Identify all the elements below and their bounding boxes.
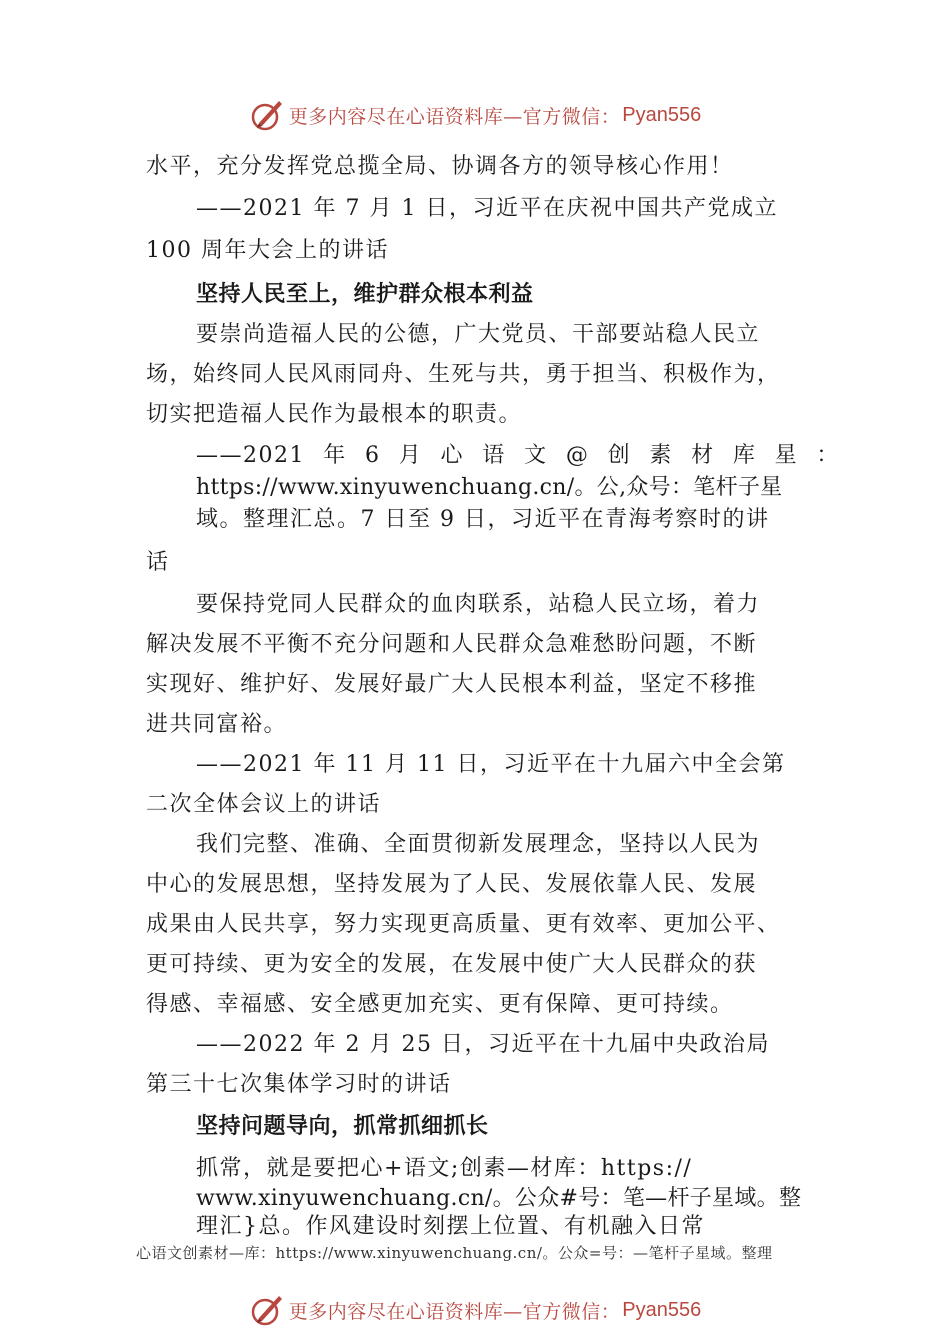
text-line: 更可持续、更为安全的发展，在发展中使广大人民群众的获	[146, 952, 758, 977]
spaced-word: ——2021	[196, 443, 305, 468]
text-line: 理汇}总。作风建设时刻摆上位置、有机融入日常	[196, 1214, 705, 1239]
section-heading: 坚持人民至上，维护群众根本利益	[196, 282, 534, 307]
spaced-word: 材	[691, 443, 715, 468]
header-banner-text: 更多内容尽在心语资料库—官方微信：	[288, 105, 621, 128]
text-line: 100 周年大会上的讲话	[146, 238, 389, 263]
text-line: 场，始终同人民风雨同舟、生死与共，勇于担当、积极作为，	[146, 362, 781, 387]
spaced-word: 库	[732, 443, 757, 468]
spaced-word: 6	[365, 443, 381, 468]
text-line: 要崇尚造福人民的公德，广大党员、干部要站稳人民立	[196, 322, 761, 347]
watermark-line: 心语文创素材—库：https://www.xinyuwenchuang.cn/。公众=号：—笔杆子星域。整理	[136, 1244, 773, 1262]
text-line: 切实把造福人民作为最根本的职责。	[146, 402, 523, 427]
section-heading: 坚持问题导向，抓常抓细抓长	[196, 1114, 489, 1139]
text-line: 域。整理汇总。7 日至 9 日，习近平在青海考察时的讲	[196, 507, 770, 532]
text-line: ——2021 年 7 月 1 日，习近平在庆祝中国共产党成立	[196, 196, 778, 221]
text-line: ——2021 年 11 月 11 日，习近平在十九届六中全会第	[196, 752, 786, 777]
spaced-word: 年	[323, 443, 347, 468]
text-line: www.xinyuwenchuang.cn/。公众#号：笔—杆子星域。整	[196, 1186, 802, 1211]
spaced-word: 语	[482, 443, 506, 468]
text-line: 话	[146, 550, 170, 575]
footer-banner-text: 更多内容尽在心语资料库—官方微信：	[288, 1300, 621, 1323]
text-line: 成果由人民共享，努力实现更高质量、更有效率、更加公平、	[146, 912, 781, 937]
text-line: 中心的发展思想，坚持发展为了人民、发展依靠人民、发展	[146, 872, 758, 897]
spaced-word: 素	[649, 443, 673, 468]
spaced-word: 文	[524, 443, 548, 468]
text-line: 得感、幸福感、安全感更加充实、更有保障、更可持续。	[146, 992, 734, 1017]
spaced-word: 月	[398, 443, 423, 468]
text-line: 解决发展不平衡不充分问题和人民群众急难愁盼问题，不断	[146, 632, 758, 657]
pen-logo-icon	[249, 97, 285, 133]
pen-logo-icon	[249, 1292, 285, 1328]
spaced-word: 心	[440, 443, 465, 468]
text-line: 抓常，就是要把心+语文;创素—材库：https://	[196, 1156, 693, 1181]
spaced-word: 星	[774, 443, 799, 468]
spaced-word: 创	[607, 443, 632, 468]
header-banner	[0, 95, 950, 135]
text-line: https://www.xinyuwenchuang.cn/。公,众号：笔杆子星	[196, 475, 783, 500]
spaced-text-line	[196, 441, 840, 471]
text-line: 水平，充分发挥党总揽全局、协调各方的领导核心作用！	[146, 154, 734, 179]
text-line: ——2022 年 2 月 25 日，习近平在十九届中央政治局	[196, 1032, 770, 1057]
text-line: 二次全体会议上的讲话	[146, 792, 382, 817]
text-line: 第三十七次集体学习时的讲话	[146, 1072, 452, 1097]
text-line: 进共同富裕。	[146, 712, 288, 737]
text-line: 我们完整、准确、全面贯彻新发展理念，坚持以人民为	[196, 832, 761, 857]
text-line: 实现好、维护好、发展好最广大人民根本利益，坚定不移推	[146, 672, 758, 697]
spaced-word: ：	[816, 443, 840, 468]
header-banner-id: Pyan556	[622, 103, 702, 126]
text-line: 要保持党同人民群众的血肉联系，站稳人民立场，着力	[196, 592, 761, 617]
footer-banner-id: Pyan556	[622, 1298, 702, 1321]
footer-banner	[0, 1290, 950, 1330]
spaced-word: @	[565, 443, 590, 468]
